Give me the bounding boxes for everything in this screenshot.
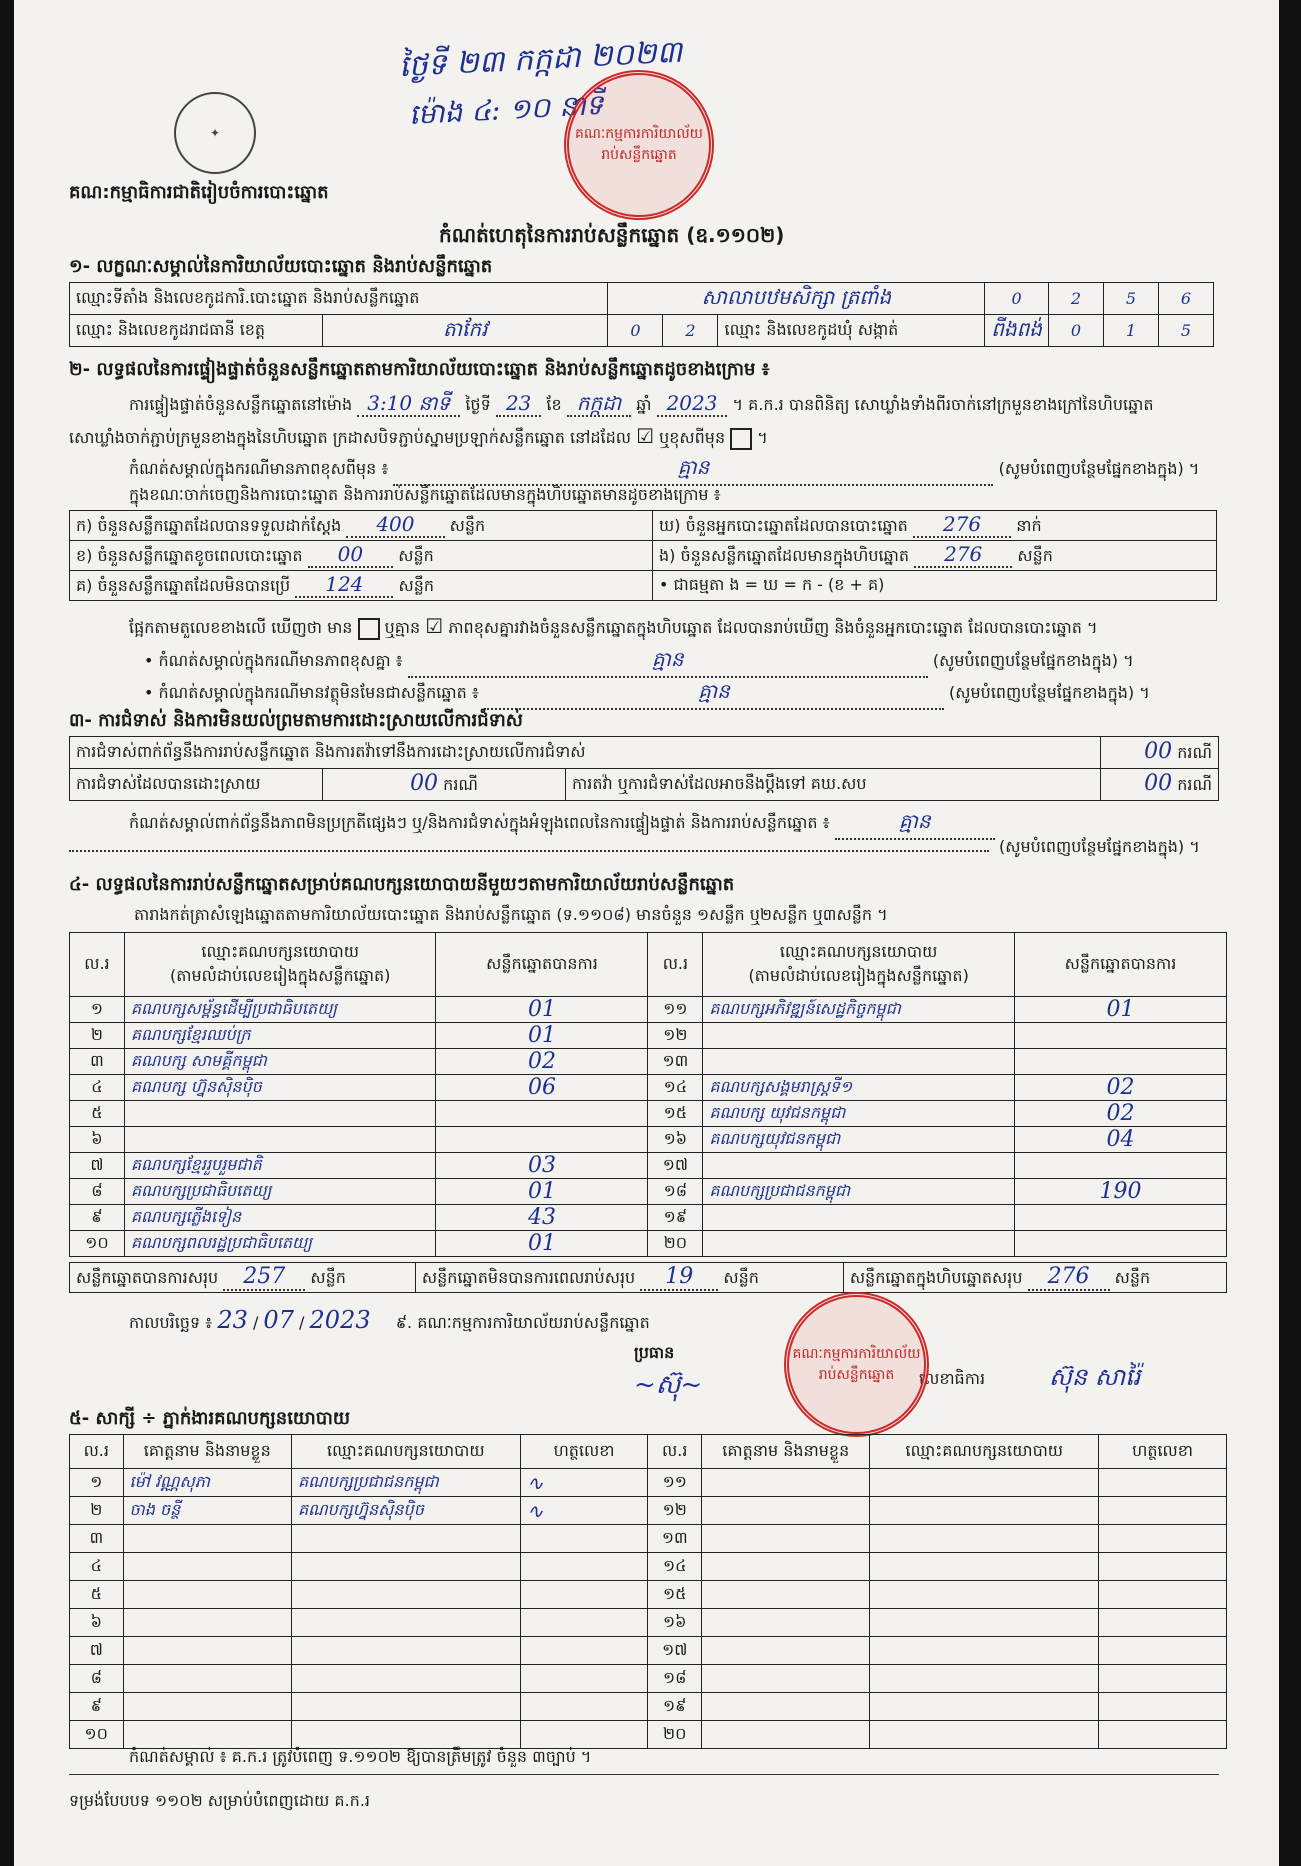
witness-name: ម៉ៅ វណ្ណសុភា: [123, 1469, 291, 1497]
col-party: ឈ្មោះគណបក្សនយោបាយ (តាមលំដាប់លេខរៀងក្នុងសន្លឹកឆ្នោត): [703, 933, 1015, 997]
chair-label: ប្រធាន: [634, 1343, 675, 1362]
col-no: ល.រ: [70, 933, 125, 997]
table-row: [70, 1637, 1227, 1665]
witness-name: [123, 1581, 291, 1609]
witness-signature: [1099, 1693, 1227, 1721]
vote-count: [1014, 1231, 1226, 1257]
row-number: ៥: [70, 1101, 125, 1127]
witness-party: [870, 1553, 1099, 1581]
party-name: គណបក្ស សាមគ្គីកម្ពុជា: [124, 1049, 436, 1075]
vote-count: 04: [1014, 1127, 1226, 1153]
row-number: ១: [70, 1469, 124, 1497]
witness-name: [702, 1665, 870, 1693]
row-number: ១៨: [648, 1179, 703, 1205]
code-digit: 0: [985, 283, 1049, 315]
witness-party: គណបក្សប្រជាជនកម្ពុជា: [291, 1469, 520, 1497]
handwritten-date: ថ្ងៃទី ២៣ កក្កដា ២០២៣: [398, 34, 684, 85]
checkbox-empty: [730, 428, 752, 450]
table-row: [70, 1497, 1227, 1525]
row-number: ៥: [70, 1581, 124, 1609]
objection-row1-value: 00 ករណី: [1101, 737, 1219, 769]
witness-name: [702, 1609, 870, 1637]
objection-row1-label: ការជំទាស់ពាក់ព័ន្ធនឹងការរាប់សន្លឹកឆ្នោត និងការតវ៉ាទៅនឹងការដោះស្រាយលើការជំទាស់: [70, 737, 1101, 769]
vote-count: 43: [436, 1205, 648, 1231]
witness-party: [870, 1693, 1099, 1721]
vote-count: 01: [436, 1179, 648, 1205]
party-name: គណបក្សប្រជាជនកម្ពុជា: [703, 1179, 1015, 1205]
objection-table: [69, 736, 1219, 801]
table-row: [70, 1469, 1227, 1497]
witness-name: [123, 1553, 291, 1581]
row-number: ៨: [70, 1665, 124, 1693]
count-kha: ខ) ចំនួនសន្លឹកឆ្នោតខូចពេលបោះឆ្នោត 00 សន្លឹក: [70, 541, 653, 571]
witness-party: [291, 1665, 520, 1693]
vote-count: [1014, 1023, 1226, 1049]
section2-heading: ២- លទ្ធផលនៃការផ្ទៀងផ្ទាត់ចំនួនសន្លឹកឆ្នោតតាមការិយាល័យបោះឆ្នោត និងរាប់សន្លឹកឆ្នោតដូចខាងក្រោម ៖: [69, 359, 770, 380]
footer-text: ទម្រង់បែបបទ ១១០២ សម្រាប់បំពេញដោយ គ.ក.រ: [69, 1791, 370, 1810]
row-number: ៧: [70, 1153, 125, 1179]
col-no: ល.រ: [648, 933, 703, 997]
col-name: គោត្តនាម និងនាមខ្លួន: [702, 1435, 870, 1469]
row-number: ៩: [70, 1205, 125, 1231]
witness-name: ចាង ចន្ថី: [123, 1497, 291, 1525]
row-number: ២០: [648, 1721, 702, 1749]
count-gho: ឃ) ចំនួនអ្នកបោះឆ្នោតដែលបានបោះឆ្នោត 276 នាក់: [653, 511, 1217, 541]
party-name: គណបក្ស ហ្វ៊ុនស៊ិនប៉ិច: [124, 1075, 436, 1101]
witness-signature: [1099, 1469, 1227, 1497]
witness-name: [123, 1693, 291, 1721]
row-number: ៦: [70, 1609, 124, 1637]
row-number: ១០: [70, 1721, 124, 1749]
section2-para2: សោឃ្លាំងចាក់ភ្ជាប់ក្រមួនខាងក្នុងនៃហិបឆ្នោត ក្រដាសបិទភ្ជាប់ស្នាមប្រឡាក់សន្លឹកឆ្នោត នៅដដែល ☑ ឬខុសពីមុន ។: [69, 424, 768, 448]
witness-signature: [520, 1581, 648, 1609]
commune-value: ពីងពង់: [985, 315, 1049, 347]
commune-label: ឈ្មោះ និងលេខកូដឃុំ សង្កាត់: [718, 315, 985, 347]
col-party: ឈ្មោះគណបក្សនយោបាយ (តាមលំដាប់លេខរៀងក្នុងសន្លឹកឆ្នោត): [124, 933, 436, 997]
witness-party: [291, 1581, 520, 1609]
row-number: ៧: [70, 1637, 124, 1665]
vote-count: 02: [436, 1049, 648, 1075]
party-name: គណបក្សប្រជាធិបតេយ្យ: [124, 1179, 436, 1205]
table-row: [70, 1721, 1227, 1749]
row-number: ១៣: [648, 1049, 703, 1075]
witness-party: [870, 1525, 1099, 1553]
vote-count: [436, 1127, 648, 1153]
col-sign: ហត្ថលេខា: [520, 1435, 648, 1469]
witness-name: [123, 1665, 291, 1693]
party-name: [124, 1101, 436, 1127]
vote-count: 01: [436, 1023, 648, 1049]
section2-intro: ក្នុងខណៈចាក់ចេញនិងការបោះឆ្នោត និងការរាប់សន្លឹកឆ្នោតដែលមានក្នុងហិបឆ្នោតមានដូចខាងក្រោម ៖: [129, 485, 721, 504]
row-number: ៤: [70, 1553, 124, 1581]
table-row: [70, 1609, 1227, 1637]
party-name: គណបក្សសម្ព័ន្ធដើម្បីប្រជាធិបតេយ្យ: [124, 997, 436, 1023]
party-name: [703, 1023, 1015, 1049]
vote-count: 02: [1014, 1101, 1226, 1127]
vote-count: 01: [1014, 997, 1226, 1023]
count-ko: គ) ចំនួនសន្លឹកឆ្នោតដែលមិនបានប្រើ 124 សន្លឹក: [70, 571, 653, 601]
witness-party: [870, 1609, 1099, 1637]
section1-heading: ១- លក្ខណៈសម្គាល់នៃការិយាល័យបោះឆ្នោត និងរាប់សន្លឹកឆ្នោត: [69, 256, 493, 277]
org-name: គណ:កម្មាធិការជាតិរៀបចំការបោះឆ្នោត: [69, 182, 329, 203]
vote-count: 01: [436, 997, 648, 1023]
col-sign: ហត្ថលេខា: [1099, 1435, 1227, 1469]
party-name: [703, 1231, 1015, 1257]
province-code-digit: 2: [663, 315, 718, 347]
party-name: គណបក្សអភិវឌ្ឍន៍សេដ្ឋកិច្ចកម្ពុជា: [703, 997, 1015, 1023]
table-row: [70, 1023, 1227, 1049]
code-digit: 5: [1104, 283, 1159, 315]
table-row: [70, 1179, 1227, 1205]
row-number: ១៨: [648, 1665, 702, 1693]
witness-name: [702, 1721, 870, 1749]
secretary-label: លេខាធិការ: [919, 1369, 986, 1388]
commune-code-digit: 1: [1104, 315, 1159, 347]
signature-scribble: ∿: [526, 1498, 544, 1523]
code-digit: 2: [1049, 283, 1104, 315]
col-party: ឈ្មោះគណបក្សនយោបាយ: [870, 1435, 1099, 1469]
row-number: ១២: [648, 1497, 702, 1525]
witness-signature: [520, 1609, 648, 1637]
witness-party: [291, 1721, 520, 1749]
row-number: ២: [70, 1023, 125, 1049]
commune-code-digit: 0: [1049, 315, 1104, 347]
section2-note2: • កំណត់សម្គាល់ក្នុងករណីមានវត្ថុមិនមែនជាសន្លឹកឆ្នោត ៖ គ្មាន (សូមបំពេញបន្ថែមផ្នែកខាងក្នុង) ។: [144, 678, 1219, 710]
table-row: [70, 1101, 1227, 1127]
witness-signature: [1099, 1497, 1227, 1525]
witness-party: [291, 1637, 520, 1665]
table-row: [70, 1153, 1227, 1179]
count-ka: ក) ចំនួនសន្លឹកឆ្នោតដែលបានទទួលដាក់ស្តែង 400 សន្លឹក: [70, 511, 653, 541]
witness-party: គណបក្សហ្វ៊ុនស៊ិនប៉ិច: [291, 1497, 520, 1525]
row-number: ១១: [648, 1469, 702, 1497]
signature-scribble: ∿: [526, 1470, 544, 1495]
witness-party: [870, 1665, 1099, 1693]
row-number: ៣: [70, 1049, 125, 1075]
row-number: ១៤: [648, 1553, 702, 1581]
commune-code-digit: 5: [1159, 315, 1214, 347]
section2-para1: ការផ្ទៀងផ្ទាត់ចំនួនសន្លឹកឆ្នោតនៅម៉ោង 3:10 នាទី ថ្ងៃទី 23 ខែ កក្កដា ឆ្នាំ 2023 ។ គ.ក.រ បានពិនិត្យ សោឃ្លាំងទាំងពីរចាក់នៅក្រមួនខាងក្រៅនៃហិបឆ្នោត: [129, 391, 1154, 415]
province-value: តាកែវ: [323, 315, 608, 347]
row-number: ៣: [70, 1525, 124, 1553]
footnote: កំណត់សម្គាល់ ៖ គ.ក.រ ត្រូវបំពេញ ទ.១១០២ ឱ្យបានត្រឹមត្រូវ ចំនួន ៣ច្បាប់ ។: [129, 1747, 592, 1766]
table-row: [70, 1231, 1227, 1257]
witness-signature: [520, 1525, 648, 1553]
witness-name: [702, 1469, 870, 1497]
count-formula: • ជាធម្មតា ង = ឃ = ក - (ខ + គ): [653, 571, 1217, 601]
official-stamp-top: គណៈកម្មការការិយាល័យរាប់សន្លឹកឆ្នោត: [564, 70, 714, 220]
row-number: ១៣: [648, 1525, 702, 1553]
table-row: [70, 1049, 1227, 1075]
polling-station-label: ឈ្មោះទីតាំង និងលេខកូដការិ.បោះឆ្នោត និងរាប់សន្លឹកឆ្នោត: [70, 283, 608, 315]
witness-party: [870, 1637, 1099, 1665]
party-name: [703, 1049, 1015, 1075]
witness-signature: [1099, 1721, 1227, 1749]
vote-count: [1014, 1205, 1226, 1231]
section5-heading: ៥- សាក្សី ÷ ភ្នាក់ងារគណបក្សនយោបាយ: [69, 1408, 351, 1429]
vote-count: [436, 1101, 648, 1127]
code-digit: 6: [1159, 283, 1214, 315]
row-number: ១៥: [648, 1101, 703, 1127]
row-number: ១០: [70, 1231, 125, 1257]
count-ngo: ង) ចំនួនសន្លឹកឆ្នោតដែលមានក្នុងហិបឆ្នោត 276 សន្លឹក: [653, 541, 1217, 571]
secretary-name: ស៊ុន សារ៉ៃ: [1049, 1363, 1141, 1391]
row-number: ៤: [70, 1075, 125, 1101]
checkbox-empty: [358, 618, 380, 640]
witness-party: [870, 1581, 1099, 1609]
section2-para3: កំណត់សម្គាល់ក្នុងករណីមានភាពខុសពីមុន ៖ គ្មាន (សូមបំពេញបន្ថែមផ្នែកខាងក្នុង) ។: [129, 454, 1219, 486]
section2-note1: • កំណត់សម្គាល់ក្នុងករណីមានភាពខុសគ្នា ៖ គ្មាន (សូមបំពេញបន្ថែមផ្នែកខាងក្នុង) ។: [144, 646, 1219, 678]
total-invalid: សន្លឹកឆ្នោតមិនបានការពេលរាប់សរុប 19 សន្លឹក: [415, 1263, 843, 1293]
witness-name: [123, 1609, 291, 1637]
witness-signature: [520, 1469, 648, 1497]
witness-signature: [1099, 1637, 1227, 1665]
witness-name: [702, 1693, 870, 1721]
row-number: ១: [70, 997, 125, 1023]
checked-box-icon: ☑: [636, 424, 654, 448]
party-name: គណបក្សភ្លើងទៀន: [124, 1205, 436, 1231]
col-no: ល.រ: [648, 1435, 702, 1469]
section4-intro: តារាងកត់ត្រាសំឡេងឆ្នោតតាមការិយាល័យបោះឆ្នោត និងរាប់សន្លឹកឆ្នោត (ទ.១១០៨) មានចំនួន ១សន្លឹក ឬ២សន្លឹក ឬ៣សន្លឹក ។: [134, 905, 888, 924]
province-code-digit: 0: [608, 315, 663, 347]
row-number: ១៦: [648, 1127, 703, 1153]
table-row: [70, 997, 1227, 1023]
party-name: [124, 1127, 436, 1153]
witness-name: [123, 1637, 291, 1665]
table-row: [70, 1205, 1227, 1231]
witness-signature: [520, 1497, 648, 1525]
row-number: ១៩: [648, 1205, 703, 1231]
vote-count: 03: [436, 1153, 648, 1179]
table-row: [70, 1581, 1227, 1609]
doc-title: កំណត់ហេតុនៃការរាប់សន្លឹកឆ្នោត (ឧ.១១០២): [439, 223, 785, 247]
row-number: ១៩: [648, 1693, 702, 1721]
vote-count: [1014, 1153, 1226, 1179]
witness-name: [702, 1553, 870, 1581]
row-number: ១២: [648, 1023, 703, 1049]
section3-note: កំណត់សម្គាល់ពាក់ព័ន្ធនឹងភាពមិនប្រក្រតីផ្សេងៗ ឬ/និងការជំទាស់ក្នុងអំឡុងពេលនៃការផ្ទៀងផ្ទាត់ និងការរាប់សន្លឹកឆ្នោត ៖ គ្មាន: [129, 808, 1219, 840]
row-number: ១១: [648, 997, 703, 1023]
objection-row2-label: ការជំទាស់ដែលបានដោះស្រាយ: [70, 769, 323, 801]
witness-signature: [1099, 1553, 1227, 1581]
province-label: ឈ្មោះ និងលេខកូដរាជធានី ខេត្ត: [70, 315, 323, 347]
official-stamp-bottom: គណៈកម្មការការិយាល័យរាប់សន្លឹកឆ្នោត: [784, 1292, 929, 1437]
party-name: គណបក្សយុវជនកម្ពុជា: [703, 1127, 1015, 1153]
witness-signature: [1099, 1525, 1227, 1553]
checked-box-icon: ☑: [425, 614, 444, 638]
total-box: សន្លឹកឆ្នោតក្នុងហិបឆ្នោតសរុប 276 សន្លឹក: [843, 1263, 1226, 1293]
count-table: [69, 510, 1217, 601]
section3-heading: ៣- ការជំទាស់ និងការមិនយល់ព្រមតាមការដោះស្រាយលើការជំទាស់: [69, 710, 523, 731]
totals-row: [69, 1262, 1227, 1293]
witness-party: [291, 1525, 520, 1553]
witness-name: [702, 1637, 870, 1665]
section3-dotline: [69, 836, 989, 852]
row-number: ១៦: [648, 1609, 702, 1637]
row-number: ១៤: [648, 1075, 703, 1101]
party-name: គណបក្ស យុវជនកម្ពុជា: [703, 1101, 1015, 1127]
row-number: ២០: [648, 1231, 703, 1257]
party-name: [703, 1205, 1015, 1231]
vote-count: 02: [1014, 1075, 1226, 1101]
witness-name: [702, 1581, 870, 1609]
party-name: គណបក្សខ្មែរឈប់ក្រ: [124, 1023, 436, 1049]
witness-party: [291, 1553, 520, 1581]
date-line: កាលបរិច្ឆេទ ៖ 23 / 07 / 2023 ៩. គណៈកម្មការការិយាល័យរាប់សន្លឹកឆ្នោត: [129, 1306, 650, 1334]
row-number: ៩: [70, 1693, 124, 1721]
vote-count: 01: [436, 1231, 648, 1257]
table-row: [70, 1127, 1227, 1153]
witness-party: [291, 1609, 520, 1637]
col-votes: សន្លឹកឆ្នោតបានការ: [436, 933, 648, 997]
witness-signature: [520, 1665, 648, 1693]
section4-heading: ៤- លទ្ធផលនៃការរាប់សន្លឹកឆ្នោតសម្រាប់គណបក្សនយោបាយនីមួយៗតាមការិយាល័យរាប់សន្លឹកឆ្នោត: [69, 874, 735, 895]
party-name: [703, 1153, 1015, 1179]
witness-signature: [1099, 1581, 1227, 1609]
row-number: ១៥: [648, 1581, 702, 1609]
witness-signature: [520, 1553, 648, 1581]
table-row: [70, 1525, 1227, 1553]
vote-count: 190: [1014, 1179, 1226, 1205]
witness-name: [123, 1721, 291, 1749]
objection-row2-value: 00 ករណី: [323, 769, 566, 801]
vote-count: [1014, 1049, 1226, 1075]
witness-signature: [520, 1693, 648, 1721]
table-row: [70, 1693, 1227, 1721]
witness-signature: [1099, 1609, 1227, 1637]
table-row: [70, 1075, 1227, 1101]
results-table: [69, 932, 1227, 1257]
witness-party: [870, 1469, 1099, 1497]
nec-emblem-icon: ✦: [174, 92, 256, 174]
polling-station-value: សាលាបឋមសិក្សា ត្រពាំង: [608, 283, 985, 315]
witness-signature: [1099, 1665, 1227, 1693]
witness-name: [123, 1525, 291, 1553]
footer-rule: [69, 1774, 1219, 1775]
row-number: ៦: [70, 1127, 125, 1153]
witness-signature: [520, 1721, 648, 1749]
party-name: គណបក្សសង្គមរាស្ត្រទី១: [703, 1075, 1015, 1101]
section2-after: ផ្អែកតាមតួលេខខាងលើ ឃើញថា មាន ឬគ្មាន ☑ ភាពខុសគ្នារវាងចំនួនសន្លឹកឆ្នោតក្នុងហិបឆ្នោត ដែលបានរាប់ឃើញ និងចំនួនអ្នកបោះឆ្នោត ដែលបានបោះឆ្នោត ។: [129, 614, 1098, 638]
col-no: ល.រ: [70, 1435, 124, 1469]
witness-signature: [520, 1637, 648, 1665]
objection-row3-value: 00 ករណី: [1101, 769, 1219, 801]
witness-party: [870, 1497, 1099, 1525]
row-number: ១៧: [648, 1637, 702, 1665]
paper-sheet: [14, 0, 1279, 1866]
witness-party: [870, 1721, 1099, 1749]
row-number: ៨: [70, 1179, 125, 1205]
vote-count: 06: [436, 1075, 648, 1101]
witness-party: [291, 1693, 520, 1721]
row-number: ២: [70, 1497, 124, 1525]
col-party: ឈ្មោះគណបក្សនយោបាយ: [291, 1435, 520, 1469]
table-row: [70, 1553, 1227, 1581]
table-row: [70, 1665, 1227, 1693]
col-name: គោត្តនាម និងនាមខ្លួន: [123, 1435, 291, 1469]
chair-signature: ~ស៊ុ~: [634, 1370, 703, 1400]
objection-row3-label: ការតវ៉ា ឬការជំទាស់ដែលអាចនឹងប្តឹងទៅ គឃ.សប: [566, 769, 1101, 801]
section1-table: [69, 282, 1214, 347]
col-votes: សន្លឹកឆ្នោតបានការ: [1014, 933, 1226, 997]
total-valid: សន្លឹកឆ្នោតបានការសរុប 257 សន្លឹក: [70, 1263, 416, 1293]
witness-name: [702, 1525, 870, 1553]
witness-table: [69, 1434, 1227, 1749]
handwritten-time: ម៉ោង ៤: ១០ នាទី: [408, 87, 605, 132]
row-number: ១៧: [648, 1153, 703, 1179]
section3-hint: (សូមបំពេញបន្ថែមផ្នែកខាងក្នុង) ។: [999, 837, 1200, 856]
party-name: គណបក្សពលរដ្ឋប្រជាធិបតេយ្យ: [124, 1231, 436, 1257]
party-name: គណបក្សខ្មែររួបរួមជាតិ: [124, 1153, 436, 1179]
witness-name: [702, 1497, 870, 1525]
